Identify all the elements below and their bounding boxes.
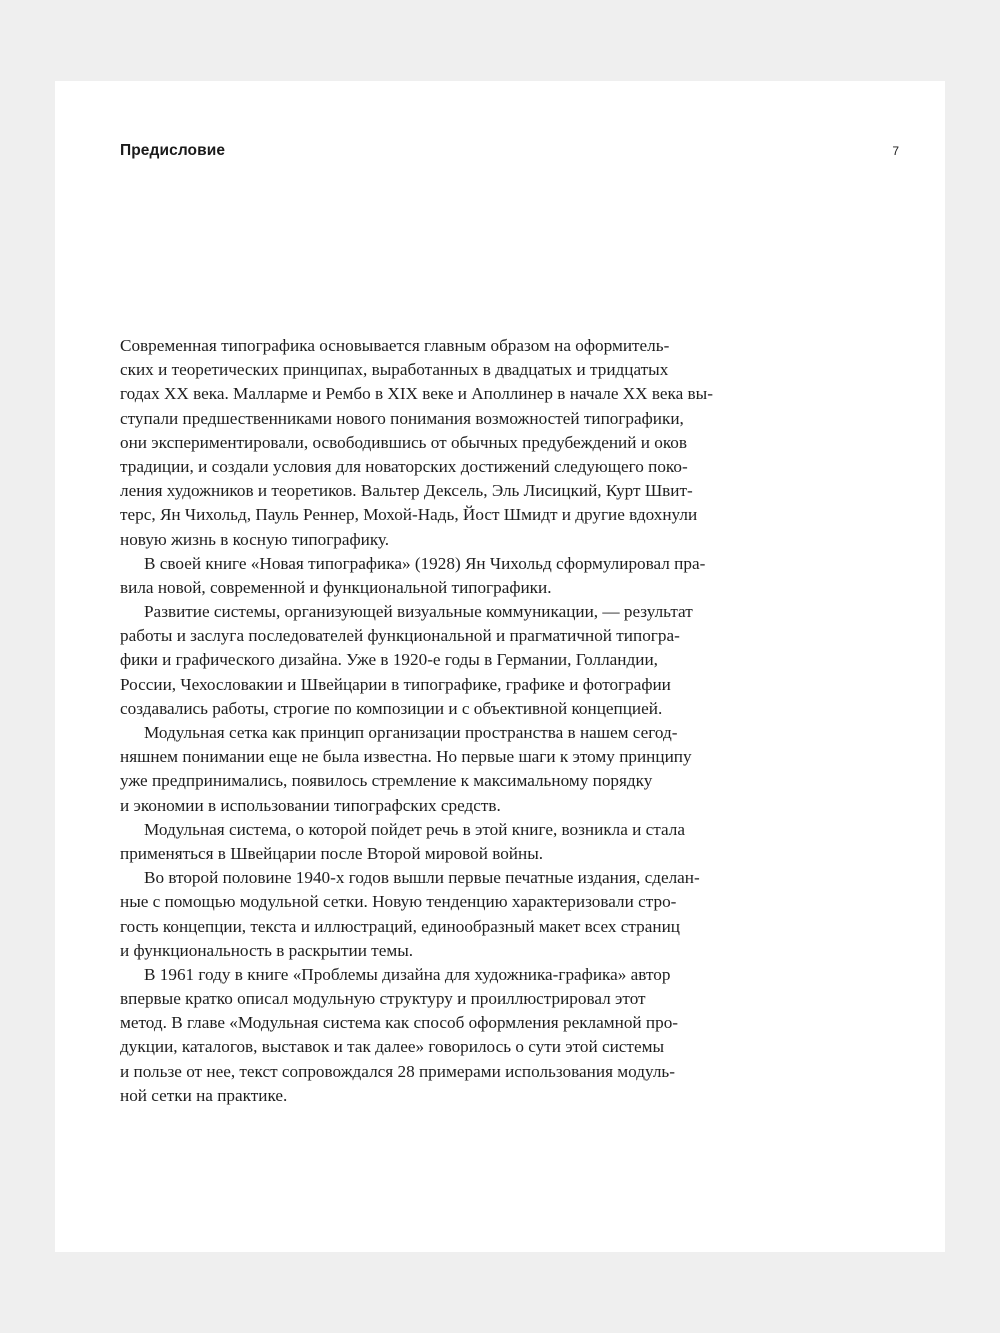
text-line: Модульная система, о которой пойдет речь в этой книге, возникла и стала	[144, 819, 686, 839]
text-line: ления художников и теоретиков. Вальтер Дексель, Эль Лисицкий, Курт Швит-	[120, 481, 693, 501]
text-line: ные с помощью модульной сетки. Новую тенденцию характеризовали стро-	[120, 892, 677, 912]
text-line: они экспериментировали, освободившись от обычных предубеждений и оков	[120, 432, 688, 452]
body-text	[120, 334, 760, 1108]
text-line: ских и теоретических принципах, выработанных в двадцатых и тридцатых	[120, 360, 669, 380]
text-line: и функциональность в раскрытии темы.	[120, 940, 414, 960]
text-line: В своей книге «Новая типографика» (1928) Ян Чихольд сформулировал пра-	[144, 553, 706, 573]
text-line: терс, Ян Чихольд, Пауль Реннер, Мохой-Надь, Йост Шмидт и другие вдохнули	[120, 505, 698, 525]
text-line: работы и заслуга последователей функциональной и прагматичной типогра-	[120, 626, 680, 646]
text-line: гость концепции, текста и иллюстраций, единообразный макет всех страниц	[120, 916, 680, 936]
book-page	[55, 81, 945, 1252]
text-line: дукции, каталогов, выставок и так далее» говорилось о сути этой системы	[120, 1037, 664, 1057]
text-line: годах XX века. Малларме и Рембо в XIX веке и Аполлинер в начале XX века вы-	[120, 384, 713, 404]
text-line: применяться в Швейцарии после Второй мировой войны.	[120, 843, 544, 863]
text-line: Модульная сетка как принцип организации пространства в нашем сегод-	[144, 723, 678, 742]
text-line: традиции, и создали условия для новаторских достижений следующего поко-	[120, 456, 688, 476]
text-line: Развитие системы, организующей визуальные коммуникации, — результат	[144, 602, 693, 622]
section-title: Предисловие	[120, 142, 226, 159]
text-line: метод. В главе «Модульная система как способ оформления рекламной про-	[120, 1013, 679, 1033]
text-line: и пользе от нее, текст сопровождался 28 примерами использования модуль-	[120, 1061, 675, 1081]
text-line: фики и графического дизайна. Уже в 1920-е годы в Германии, Голландии,	[120, 650, 658, 670]
text-line: няшнем понимании еще не была известна. Но первые шаги к этому принципу	[120, 747, 692, 767]
text-line: новую жизнь в косную типографику.	[120, 529, 390, 549]
text-line: и экономии в использовании типографских средств.	[120, 795, 501, 815]
text-line: вила новой, современной и функциональной типографики.	[120, 577, 552, 597]
text-line: В 1961 году в книге «Проблемы дизайна для художника-графика» автор	[144, 964, 671, 984]
text-line: впервые кратко описал модульную структуру и проиллюстрировал этот	[120, 989, 646, 1009]
text-line: ступали предшественниками нового понимания возможностей типографики,	[120, 408, 684, 428]
text-line: Во второй половине 1940-х годов вышли первые печатные издания, сделан-	[144, 868, 700, 888]
text-line: России, Чехословакии и Швейцарии в типографике, графике и фотографии	[120, 674, 671, 694]
page-number: 7	[892, 144, 899, 158]
text-line: уже предпринимались, появилось стремление к максимальному порядку	[120, 771, 653, 791]
text-line: ной сетки на практике.	[120, 1085, 288, 1105]
text-line: Современная типографика основывается главным образом на оформитель-	[120, 336, 670, 355]
text-line: создавались работы, строгие по композиции и с объективной концепцией.	[120, 698, 663, 718]
